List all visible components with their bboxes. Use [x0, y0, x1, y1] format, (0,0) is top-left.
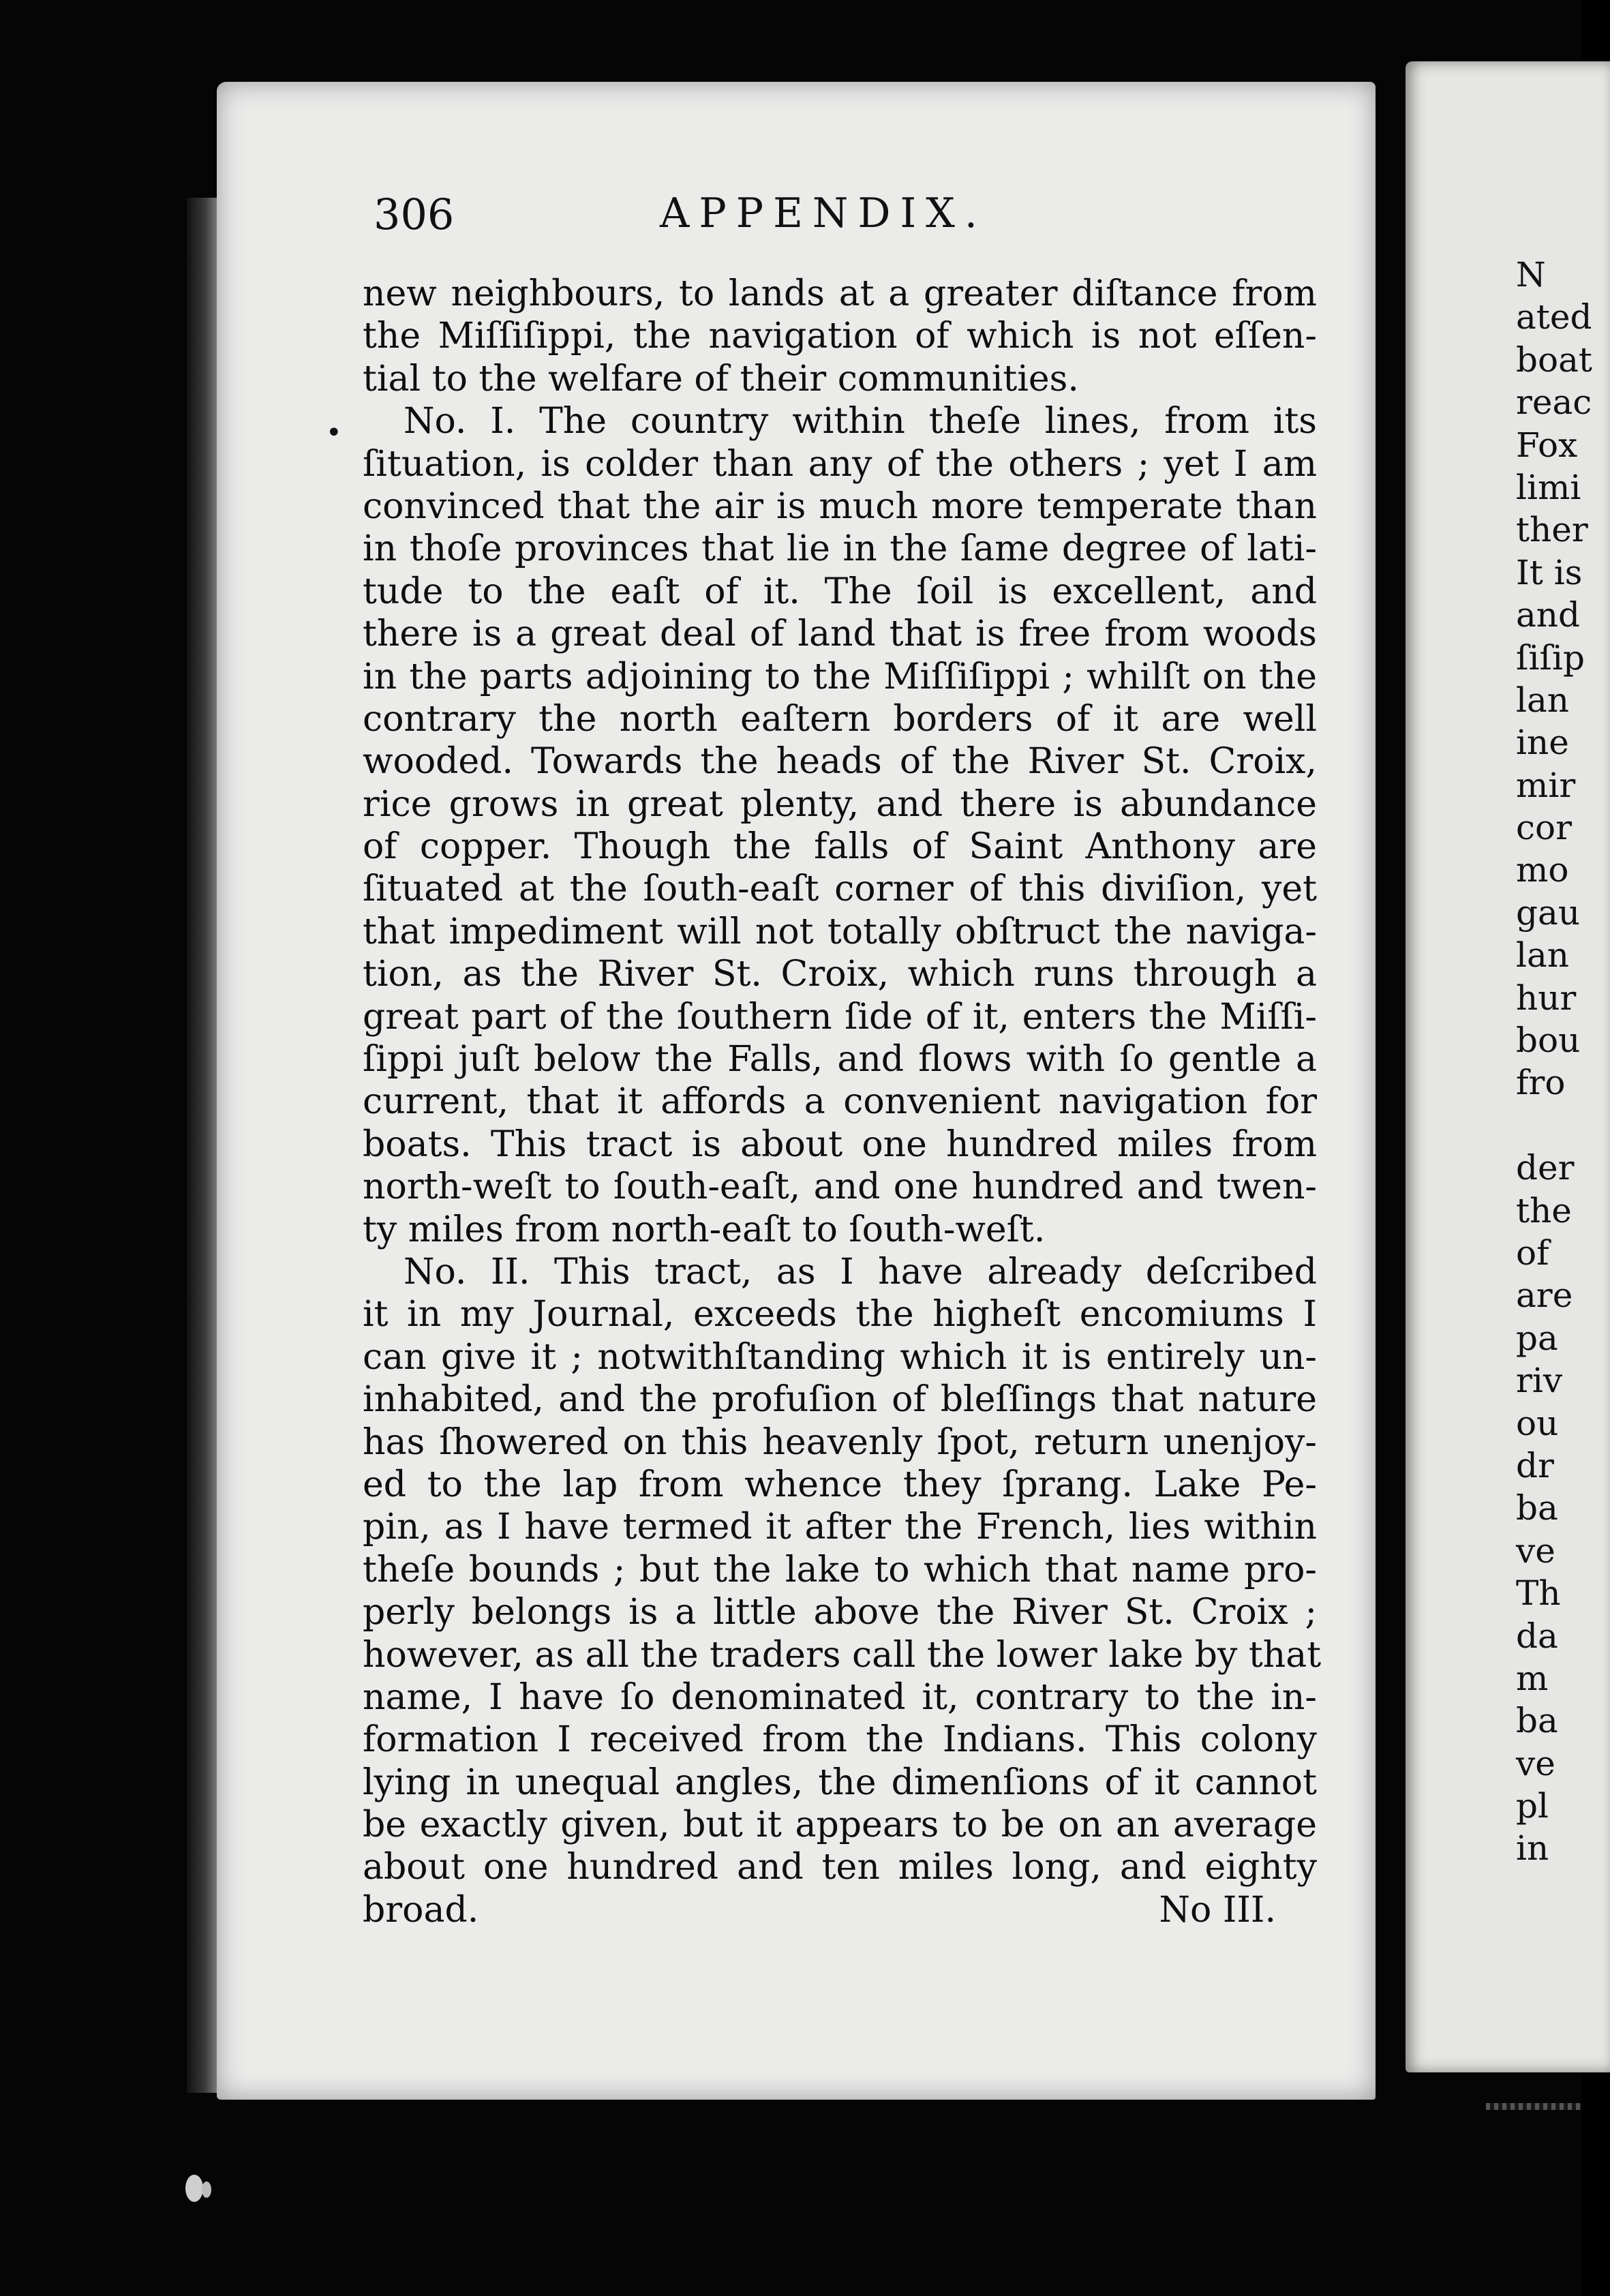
fragment-line: in [1516, 1828, 1549, 1869]
text-line: formation I received from the Indians. This colony [363, 1719, 1317, 1761]
fragment-line: boat [1516, 339, 1593, 380]
catchword: No III. [1159, 1889, 1276, 1931]
text-line: tial to the welfare of their communities. [363, 358, 1079, 399]
fragment-line: N [1516, 255, 1546, 294]
fragment-line: ine [1516, 723, 1569, 763]
text-line: broad. [363, 1889, 479, 1931]
fragment-line: gau [1516, 892, 1581, 933]
text-line: contrary the north eaſtern borders of it are well [363, 698, 1317, 740]
text-line: theſe bounds ; but the lake to which that name pro- [363, 1549, 1317, 1590]
fragment-line: lan [1516, 680, 1570, 720]
fragment-line: of [1516, 1233, 1549, 1273]
fragment-line: Th [1516, 1573, 1561, 1614]
fragment-line: ther [1516, 510, 1588, 550]
fragment-line: ve [1516, 1743, 1555, 1783]
text-line: inhabited, and the profuſion of bleſſings that nature [363, 1379, 1317, 1421]
text-line: can give it ; notwithſtanding which it is entirely un- [363, 1336, 1317, 1378]
text-line: north-weſt to ſouth-eaſt, and one hundred and twen- [363, 1166, 1317, 1208]
fragment-line: are [1516, 1275, 1573, 1316]
text-line: boats. This tract is about one hundred miles from [363, 1123, 1317, 1165]
text-line: it in my Journal, exceeds the higheſt encomiums I [363, 1294, 1317, 1335]
text-line: ſippi juſt below the Falls, and flows with ſo gentle a [363, 1039, 1317, 1081]
fragment-line: dr [1516, 1445, 1554, 1485]
fragment-line: ve [1516, 1530, 1555, 1571]
fragment-line: der [1516, 1148, 1575, 1188]
text-line: of copper. Though the falls of Saint Anthony are [363, 826, 1317, 868]
text-line: in thoſe provinces that lie in the ſame degree of lati- [363, 528, 1317, 570]
text-line: in the parts adjoining to the Miſſiſippi ; whilſt on the [363, 656, 1317, 697]
body-text [363, 273, 1322, 1931]
text-line: new neighbours, to lands at a greater diſtance from [363, 273, 1317, 314]
fragment-line: pa [1516, 1318, 1558, 1358]
facing-page-fragments [1516, 254, 1593, 1870]
text-line: No. I. The country within theſe lines, from its [404, 401, 1317, 442]
last-line-with-catchword [363, 1889, 1317, 1931]
header-title: APPENDIX. [660, 190, 987, 237]
fragment-line [1516, 1104, 1584, 1147]
fragment-line: lan [1516, 935, 1570, 976]
margin-mark: • [326, 417, 342, 449]
text-line: has ſhowered on this heavenly ſpot, return unenjoy- [363, 1421, 1317, 1463]
text-line: No. II. This tract, as I have already deſcribed [404, 1251, 1317, 1293]
text-line: lying in unequal angles, the dimenſions of it cannot [363, 1762, 1317, 1803]
text-line: pin, as I have termed it after the French, lies within [363, 1507, 1317, 1548]
fragment-line: ou [1516, 1403, 1559, 1443]
fragment-line: It is [1516, 552, 1583, 592]
text-line: current, that it affords a convenient navigation for [363, 1081, 1317, 1123]
fragment-line: cor [1516, 808, 1573, 848]
text-line: however, as all the traders call the lower lake by that [363, 1634, 1322, 1676]
text-line: tion, as the River St. Croix, which runs through a [363, 954, 1317, 995]
page-edge-strip [1486, 2103, 1581, 2110]
fragment-line: ated [1516, 297, 1592, 337]
text-line: ſituation, is colder than any of the others ; yet I am [363, 443, 1317, 485]
text-line: rice grows in great plenty, and there is abundance [363, 783, 1317, 825]
fragment-line: hur [1516, 978, 1577, 1018]
text-line: ed to the lap from whence they ſprang. Lake Pe- [363, 1464, 1317, 1505]
text-line: wooded. Towards the heads of the River St. Croix, [363, 741, 1317, 783]
fragment-line: the [1516, 1190, 1572, 1230]
text-line: tude to the eaſt of it. The ſoil is excellent, and [363, 571, 1317, 612]
fragment-line: m [1516, 1658, 1549, 1698]
fragment-line: da [1516, 1616, 1558, 1656]
running-head [374, 190, 1314, 244]
fragment-line: bou [1516, 1021, 1581, 1061]
fragment-line: ba [1516, 1488, 1558, 1528]
text-line: convinced that the air is much more temperate than [363, 485, 1317, 527]
fragment-line: ba [1516, 1701, 1558, 1741]
text-line: be exactly given, but it appears to be on an average [363, 1804, 1317, 1846]
fragment-line: riv [1516, 1361, 1563, 1401]
text-line: ty miles from north-eaſt to ſouth-weſt. [363, 1209, 1046, 1250]
text-line: perly belongs is a little above the River St. Croix ; [363, 1592, 1317, 1633]
scan-speck [202, 2181, 211, 2198]
scan-speck [185, 2175, 203, 2202]
fragment-line: Fox [1516, 425, 1578, 465]
text-line: great part of the ſouthern ſide of it, enters the Miſſi- [363, 996, 1317, 1038]
text-line: there is a great deal of land that is free from woods [363, 614, 1317, 655]
fragment-line: and [1516, 595, 1581, 635]
text-line: ſituated at the ſouth-eaſt corner of this diviſion, yet [363, 868, 1317, 910]
fragment-line: fro [1516, 1063, 1566, 1103]
fragment-line: reac [1516, 382, 1592, 423]
fragment-line: pl [1516, 1786, 1549, 1826]
page-number: 306 [374, 190, 455, 239]
fragment-line: mo [1516, 850, 1569, 890]
fragment-line: limi [1516, 467, 1581, 507]
text-line: that impediment will not totally obſtruct the naviga- [363, 911, 1317, 952]
text-line: the Miſſiſippi, the navigation of which is not eſſen- [363, 316, 1317, 357]
text-line: name, I have ſo denominated it, contrary to the in- [363, 1676, 1317, 1718]
text-line: about one hundred and ten miles long, and eighty [363, 1847, 1317, 1888]
fragment-line: mir [1516, 765, 1576, 805]
fragment-line: ſiſip [1516, 637, 1585, 678]
